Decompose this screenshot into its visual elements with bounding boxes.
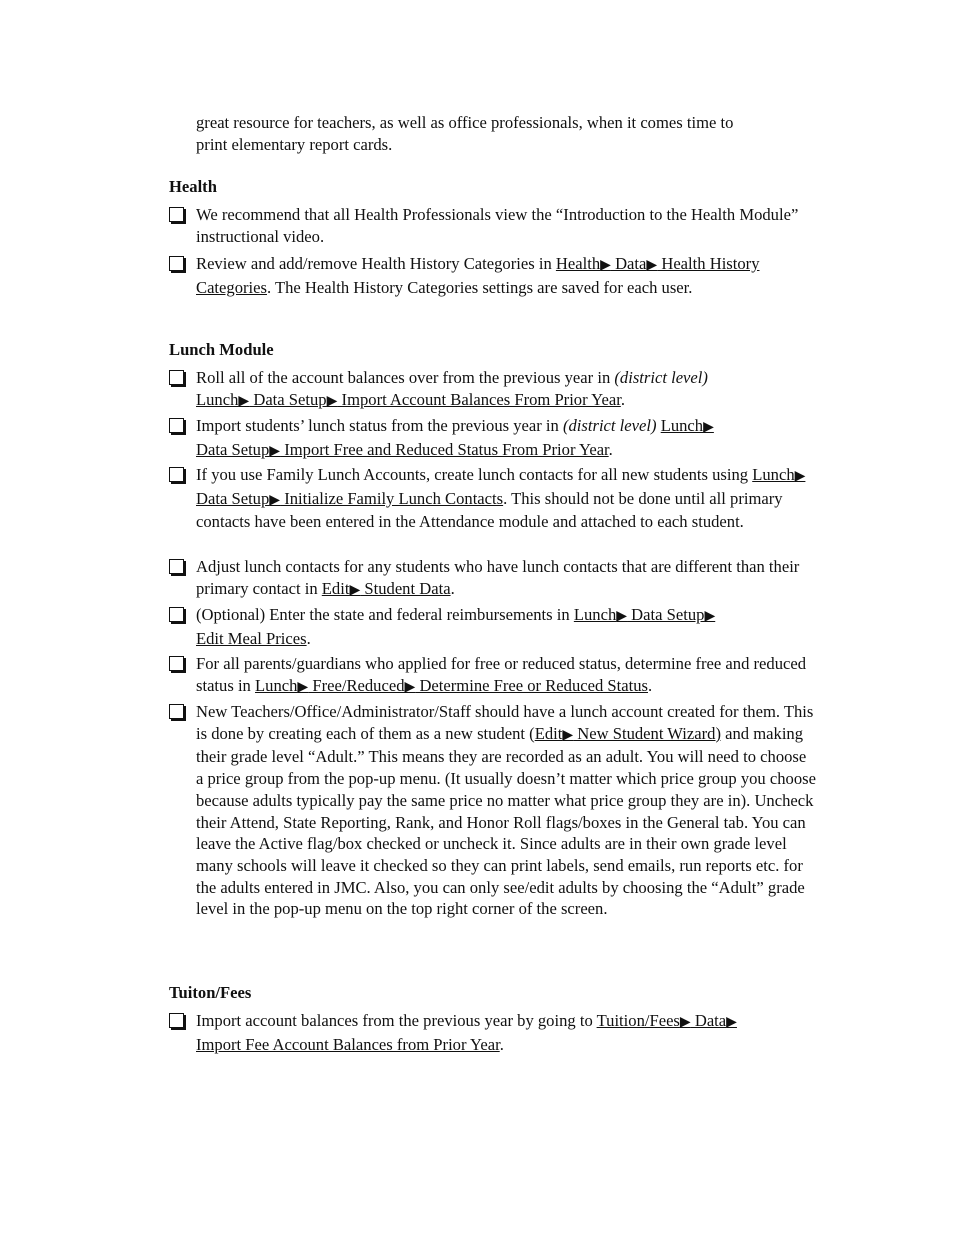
menu-path-link[interactable]: Lunch▶ Data Setup▶ Edit Meal Prices	[196, 605, 716, 648]
right-triangle-icon: ▶	[704, 609, 716, 624]
checklist-item	[169, 415, 819, 462]
item-text: If you use Family Lunch Accounts, create lunch contacts for all new students using Lunch▶ Data Setup▶ Initialize Family Lunch Contacts. This should not be done until all primary contacts have been entered in the Attendance module and attached to each student.	[196, 465, 806, 532]
menu-path-link[interactable]: Lunch▶ Data Setup▶ Import Account Balances From Prior Year	[196, 389, 621, 409]
right-triangle-icon: ▶	[600, 258, 611, 273]
checklist-item	[169, 1010, 819, 1055]
checkbox-icon[interactable]	[169, 467, 184, 482]
item-text: Adjust lunch contacts for any students who have lunch contacts that are different than their primary contact in Edit▶ Student Data.	[196, 557, 800, 598]
checklist-item	[169, 556, 819, 601]
checklist-item	[169, 701, 819, 920]
menu-path-link[interactable]: Tuition/Fees▶ Data▶ Import Fee Account Balances from Prior Year	[196, 1011, 737, 1054]
right-triangle-icon: ▶	[238, 393, 250, 409]
checkbox-icon[interactable]	[169, 656, 184, 671]
section-heading-health: Health	[169, 177, 217, 196]
right-triangle-icon: ▶	[326, 393, 338, 409]
menu-path-link[interactable]: Health▶ Data▶ Health History Categories	[196, 254, 760, 297]
right-triangle-icon: ▶	[679, 1015, 691, 1030]
menu-path-link[interactable]: Edit▶ Student Data	[321, 578, 451, 598]
section-heading-tuition: Tuiton/Fees	[169, 983, 252, 1002]
menu-path-link[interactable]: Lunch▶ Data Setup▶ Import Free and Reduced Status From Prior Year	[196, 416, 714, 459]
right-triangle-icon: ▶	[349, 582, 361, 598]
intro-line-1: great resource for teachers, as well as office professionals, when it comes time to	[196, 113, 734, 132]
item-text: Import account balances from the previous year by going to Tuition/Fees▶ Data▶ Import Fee Account Balances from Prior Year.	[196, 1011, 737, 1054]
checkbox-icon[interactable]	[169, 256, 184, 271]
right-triangle-icon: ▶	[726, 1015, 737, 1030]
item-text: Import students’ lunch status from the previous year in (district level) Lunch▶ Data Setup▶ Import Free and Reduced Status From Prior Year.	[196, 416, 714, 459]
checkbox-icon[interactable]	[169, 207, 184, 222]
item-text: (Optional) Enter the state and federal reimbursements in Lunch▶ Data Setup▶ Edit Meal Prices.	[196, 605, 716, 648]
menu-path-link[interactable]: Lunch▶ Free/Reduced▶ Determine Free or Reduced Status	[255, 675, 648, 695]
right-triangle-icon: ▶	[297, 679, 309, 695]
right-triangle-icon: ▶	[404, 679, 416, 695]
checkbox-icon[interactable]	[169, 418, 184, 433]
checkbox-icon[interactable]	[169, 1013, 184, 1028]
checklist-item	[169, 653, 819, 698]
menu-path-link[interactable]: Lunch▶ Data Setup▶ Initialize Family Lunch Contacts	[196, 465, 806, 508]
right-triangle-icon: ▶	[269, 492, 281, 508]
checklist-item	[169, 604, 819, 649]
checklist-item	[169, 464, 819, 533]
item-text: We recommend that all Health Professionals view the “Introduction to the Health Module” instructional video.	[196, 205, 799, 246]
item-text: Roll all of the account balances over from the previous year in (district level) Lunch▶ Data Setup▶ Import Account Balances From Prior Year.	[196, 368, 708, 409]
checkbox-icon[interactable]	[169, 607, 184, 622]
right-triangle-icon: ▶	[794, 469, 806, 484]
item-text: For all parents/guardians who applied for free or reduced status, determine free and reduced status in Lunch▶ Free/Reduced▶ Determine Free or Reduced Status.	[196, 654, 807, 695]
right-triangle-icon: ▶	[646, 258, 658, 273]
right-triangle-icon: ▶	[703, 420, 714, 435]
checklist-item	[169, 253, 819, 298]
checkbox-icon[interactable]	[169, 370, 184, 385]
intro-paragraph	[196, 112, 816, 155]
checklist-item	[169, 367, 819, 412]
item-text: New Teachers/Office/Administrator/Staff should have a lunch account created for them. This is done by creating each of them as a new student (Edit▶ New Student Wizard) and making their grade level “Adult.” This means they are recorded as an adult. You will need to choose a price group from the pop-up menu. (It usually doesn’t matter which price group you choose because adults typically pay the same price no matter what price group they are in). Uncheck their Attend, State Reporting, Rank, and Honor Roll flags/boxes in the General tab. You can leave the Active flag/box checked or uncheck it. Since adults are in their own grade level many schools will leave it checked so they can print labels, send emails, run reports etc. for the adults entered in JMC. Also, you can only see/edit adults by choosing the “Adult” grade level in the pop-up menu on the top right corner of the screen.	[196, 702, 816, 919]
section-heading-lunch: Lunch Module	[169, 340, 274, 359]
checkbox-icon[interactable]	[169, 704, 184, 719]
right-triangle-icon: ▶	[562, 727, 574, 743]
checklist-item	[169, 204, 819, 247]
right-triangle-icon: ▶	[616, 609, 628, 624]
right-triangle-icon: ▶	[269, 443, 281, 459]
item-text: Review and add/remove Health History Categories in Health▶ Data▶ Health History Categories. The Health History Categories settings are saved for each user.	[196, 254, 760, 297]
menu-path-link[interactable]: Edit▶ New Student Wizard)	[534, 723, 721, 743]
intro-line-2: print elementary report cards.	[196, 134, 393, 154]
checkbox-icon[interactable]	[169, 559, 184, 574]
